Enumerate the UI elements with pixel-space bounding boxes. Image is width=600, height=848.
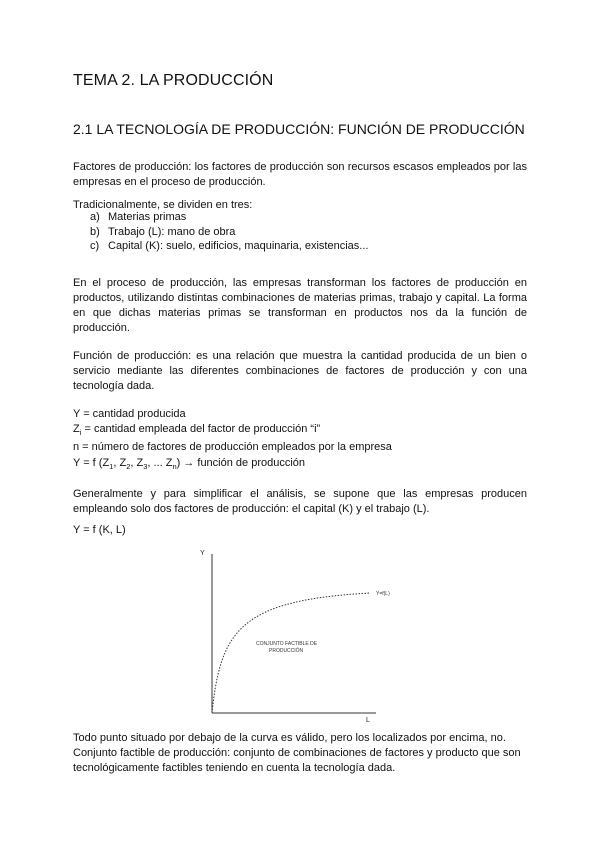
var-n: n = número de factores de producción empleados por la empresa <box>73 441 392 454</box>
list-item-text: Materias primas <box>108 211 187 223</box>
paragraph-todo: Todo punto situado por debajo de la curva es válido, pero los localizados por encima, no. <box>73 732 506 744</box>
paragraph-proceso: En el proceso de producción, las empresas transforman los factores de producción en productos, utilizando distintas combinaciones de materias primas, trabajo y capital. La forma en que dichas materias primas se transforman en productos nos da la función de producción. <box>73 277 527 334</box>
paragraph-factores: Factores de producción: los factores de producción son recursos escasos empleados por las empresas en el proceso de producción. <box>73 161 527 188</box>
two-factor-formula: Y = f (K, L) <box>73 524 126 536</box>
list-item <box>90 239 368 254</box>
paragraph-general: Generalmente y para simplificar el análisis, se supone que las empresas producen empleando solo dos factores de producción: el capital (K) y el trabajo (L). <box>73 488 527 515</box>
feasible-set-label-line2: PRODUCCIÓN <box>269 648 304 654</box>
list-item-text: Trabajo (L): mano de obra <box>108 225 236 238</box>
y-axis-label: Y <box>200 550 205 557</box>
paragraph-funcion: Función de producción: es una relación que muestra la cantidad producida de un bien o servicio mediante las diferentes combinaciones de factores de producción y con una tecnología dada. <box>73 350 527 392</box>
closing-paragraphs <box>73 731 527 776</box>
factors-list <box>90 210 368 254</box>
x-axis-label: L <box>366 717 370 724</box>
list-item-label: a) <box>90 211 100 223</box>
curve-label: Y=f(L) <box>376 591 390 597</box>
page-title: TEMA 2. LA PRODUCCIÓN <box>73 72 274 89</box>
var-y: Y = cantidad producida <box>73 408 186 420</box>
paragraph-conjunto: Conjunto factible de producción: conjunto de combinaciones de factores y producto que son tecnológicamente factibles teniendo en cuenta la tecnología dada. <box>73 747 521 774</box>
production-graph <box>190 540 410 725</box>
list-item <box>90 210 368 225</box>
list-item <box>90 225 368 240</box>
variable-definitions <box>73 407 527 455</box>
var-z: $Z_i$ = cantidad empleada del factor de producción “i” <box>73 422 321 437</box>
production-function-formula: Y = f ($Z_1$, $Z_2$, $Z_3$, ... $Z_n$) → función de producción <box>73 457 306 472</box>
section-heading: 2.1 LA TECNOLOGÍA DE PRODUCCIÓN: FUNCIÓN DE PRODUCCIÓN <box>73 121 525 137</box>
list-item-label: c) <box>90 240 100 252</box>
list-item-label: b) <box>90 225 100 238</box>
paragraph-tradicional: Tradicionalmente, se dividen en tres: <box>73 199 253 211</box>
feasible-set-label-line1: CONJUNTO FACTIBLE DE <box>256 641 318 647</box>
list-item-text: Capital (K): suelo, edificios, maquinaria, existencias... <box>108 240 369 252</box>
